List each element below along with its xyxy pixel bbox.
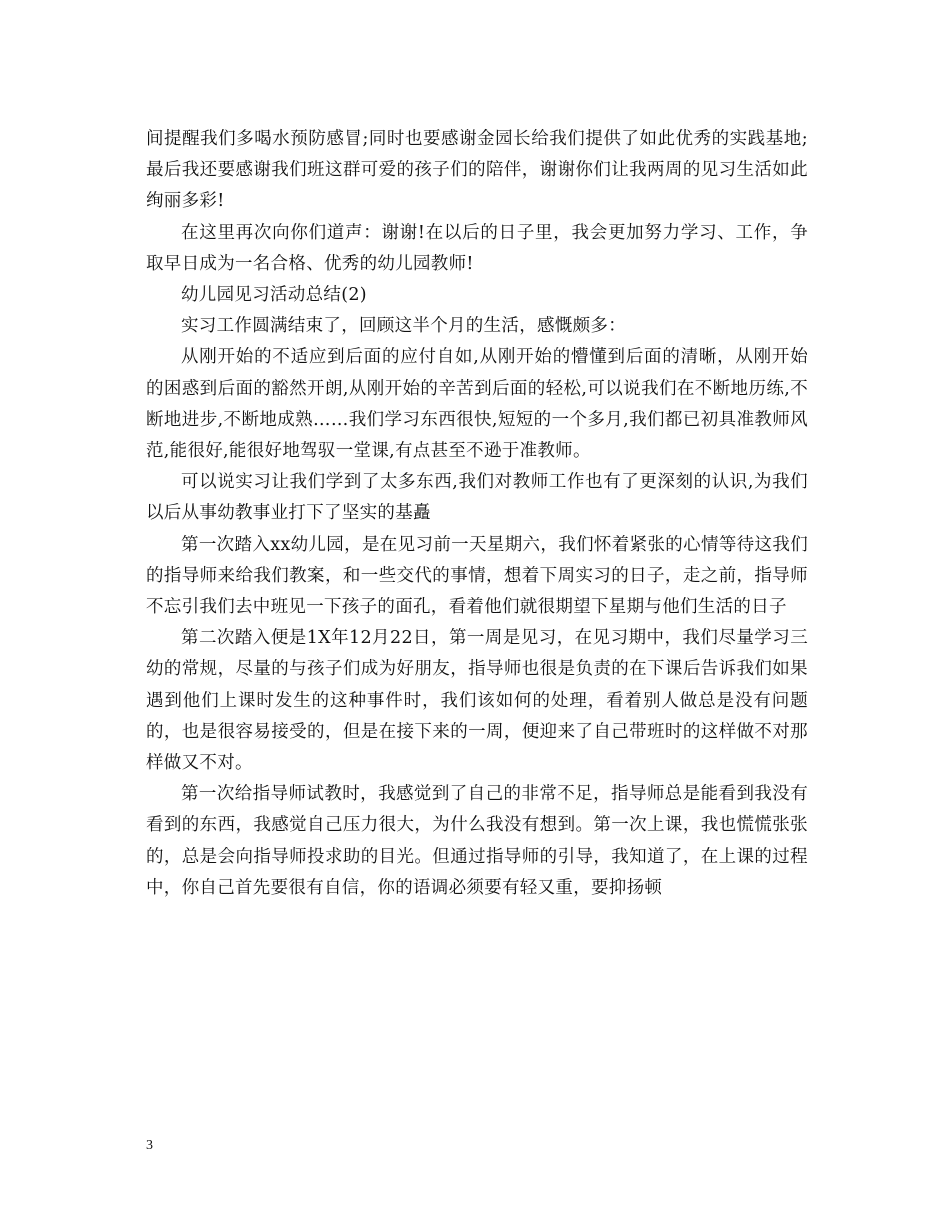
paragraph-continuation: 间提醒我们多喝水预防感冒;同时也要感谢金园长给我们提供了如此优秀的实践基地;最后我还要感谢我们班这群可爱的孩子们的陪伴，谢谢你们让我两周的见习生活如此绚丽多彩! (146, 129, 808, 212)
document-body (146, 124, 808, 904)
paragraph-thanks: 在这里再次向你们道声：谢谢!在以后的日子里，我会更加努力学习、工作，争取早日成为一名合格、优秀的幼儿园教师! (146, 222, 808, 274)
page-number: 3 (146, 1138, 153, 1153)
paragraph-first-teaching: 第一次给指导师试教时，我感觉到了自己的非常不足，指导师总是能看到我没有看到的东西，我感觉自己压力很大，为什么我没有想到。第一次上课，我也慌慌张张的，总是会向指导师投求助的目光。但通过指导师的引导，我知道了，在上课的过程中，你自己首先要很有自信，你的语调必须要有轻又重，要抑扬顿 (146, 784, 808, 898)
section-heading: 幼儿园见习活动总结(2) (181, 285, 367, 306)
paragraph-learning: 可以说实习让我们学到了太多东西,我们对教师工作也有了更深刻的认识,为我们以后从事幼教事业打下了坚实的基矗 (146, 472, 808, 524)
paragraph-intro: 实习工作圆满结束了，回顾这半个月的生活，感慨颇多： (181, 316, 626, 337)
paragraph-progress: 从刚开始的不适应到后面的应付自如,从刚开始的懵懂到后面的清晰，从刚开始的困惑到后面的豁然开朗,从刚开始的辛苦到后面的轻松,可以说我们在不断地历练,不断地进步,不断地成熟……我们学习东西很快,短短的一个多月,我们都已初具准教师风范,能很好,能很好地驾驭一堂课,有点甚至不逊于准教师。 (146, 347, 808, 462)
paragraph-second-visit: 第二次踏入便是1X年12月22日，第一周是见习，在见习期中，我们尽量学习三幼的常规，尽量的与孩子们成为好朋友，指导师也很是负责的在下课后告诉我们如果遇到他们上课时发生的这种事件时，我们该如何的处理，看着别人做总是没有问题的，也是很容易接受的，但是在接下来的一周，便迎来了自己带班时的这样做不对那样做又不对。 (146, 628, 808, 774)
paragraph-first-visit: 第一次踏入xx幼儿园，是在见习前一天星期六，我们怀着紧张的心情等待这我们的指导师来给我们教案，和一些交代的事情，想着下周实习的日子，走之前，指导师不忘引我们去中班见一下孩子的面孔，看着他们就很期望下星期与他们生活的日子 (146, 534, 808, 618)
